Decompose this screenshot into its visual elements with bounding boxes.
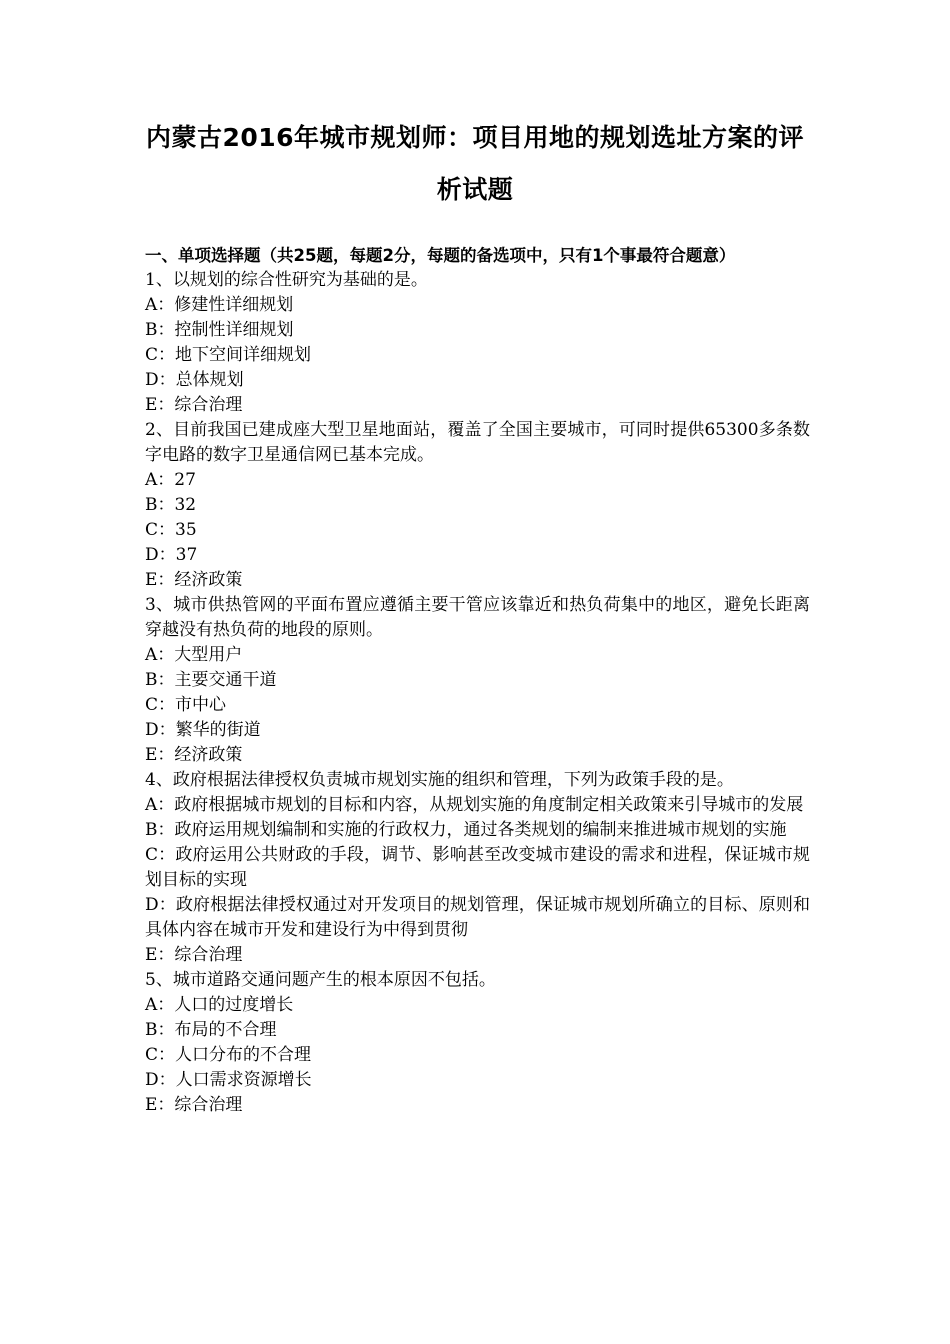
section-heading: 一、单项选择题（共25题，每题2分，每题的备选项中，只有1个事最符合题意） (145, 246, 736, 265)
option-c: C：地下空间详细规划 (145, 345, 312, 365)
option-b: B：控制性详细规划 (145, 320, 294, 340)
question-4 (145, 768, 810, 968)
option-a: A：大型用户 (145, 645, 243, 665)
option-e: E：综合治理 (145, 395, 243, 415)
option-b: B：32 (145, 495, 197, 515)
option-c: C：35 (145, 520, 197, 540)
option-c: C：市中心 (145, 695, 227, 715)
question-stem: 4、政府根据法律授权负责城市规划实施的组织和管理，下列为政策手段的是。 (145, 770, 734, 790)
question-stem: 3、城市供热管网的平面布置应遵循主要干管应该靠近和热负荷集中的地区，避免长距离穿越没有热负荷的地段的原则。 (145, 595, 810, 640)
option-b: B：布局的不合理 (145, 1020, 277, 1040)
question-stem: 1、以规划的综合性研究为基础的是。 (145, 270, 428, 290)
option-e: E：综合治理 (145, 1095, 243, 1115)
option-d: D：总体规划 (145, 370, 244, 390)
question-2 (145, 418, 810, 593)
option-d: D：政府根据法律授权通过对开发项目的规划管理，保证城市规划所确立的目标、原则和具体内容在城市开发和建设行为中得到贯彻 (145, 895, 810, 940)
option-d: D：繁华的街道 (145, 720, 261, 740)
option-b: B：主要交通干道 (145, 670, 277, 690)
question-stem: 5、城市道路交通问题产生的根本原因不包括。 (145, 970, 496, 990)
question-stem: 2、目前我国已建成座大型卫星地面站，覆盖了全国主要城市，可同时提供65300多条数字电路的数字卫星通信网已基本完成。 (145, 420, 810, 465)
option-a: A：修建性详细规划 (145, 295, 294, 315)
option-d: D：37 (145, 545, 198, 565)
question-5 (145, 968, 810, 1118)
option-e: E：经济政策 (145, 745, 243, 765)
option-a: A：人口的过度增长 (145, 995, 294, 1015)
option-c: C：政府运用公共财政的手段，调节、影响甚至改变城市建设的需求和进程，保证城市规划目标的实现 (145, 845, 810, 890)
option-e: E：综合治理 (145, 945, 243, 965)
option-e: E：经济政策 (145, 570, 243, 590)
option-a: A：27 (145, 470, 196, 490)
option-a: A：政府根据城市规划的目标和内容，从规划实施的角度制定相关政策来引导城市的发展 (145, 795, 804, 815)
option-d: D：人口需求资源增长 (145, 1070, 312, 1090)
document-body (145, 243, 810, 1118)
document-title: 内蒙古2016年城市规划师：项目用地的规划选址方案的评析试题 (145, 123, 805, 204)
question-3 (145, 593, 810, 768)
option-c: C：人口分布的不合理 (145, 1045, 312, 1065)
option-b: B：政府运用规划编制和实施的行政权力，通过各类规划的编制来推进城市规划的实施 (145, 820, 787, 840)
question-1 (145, 268, 810, 418)
